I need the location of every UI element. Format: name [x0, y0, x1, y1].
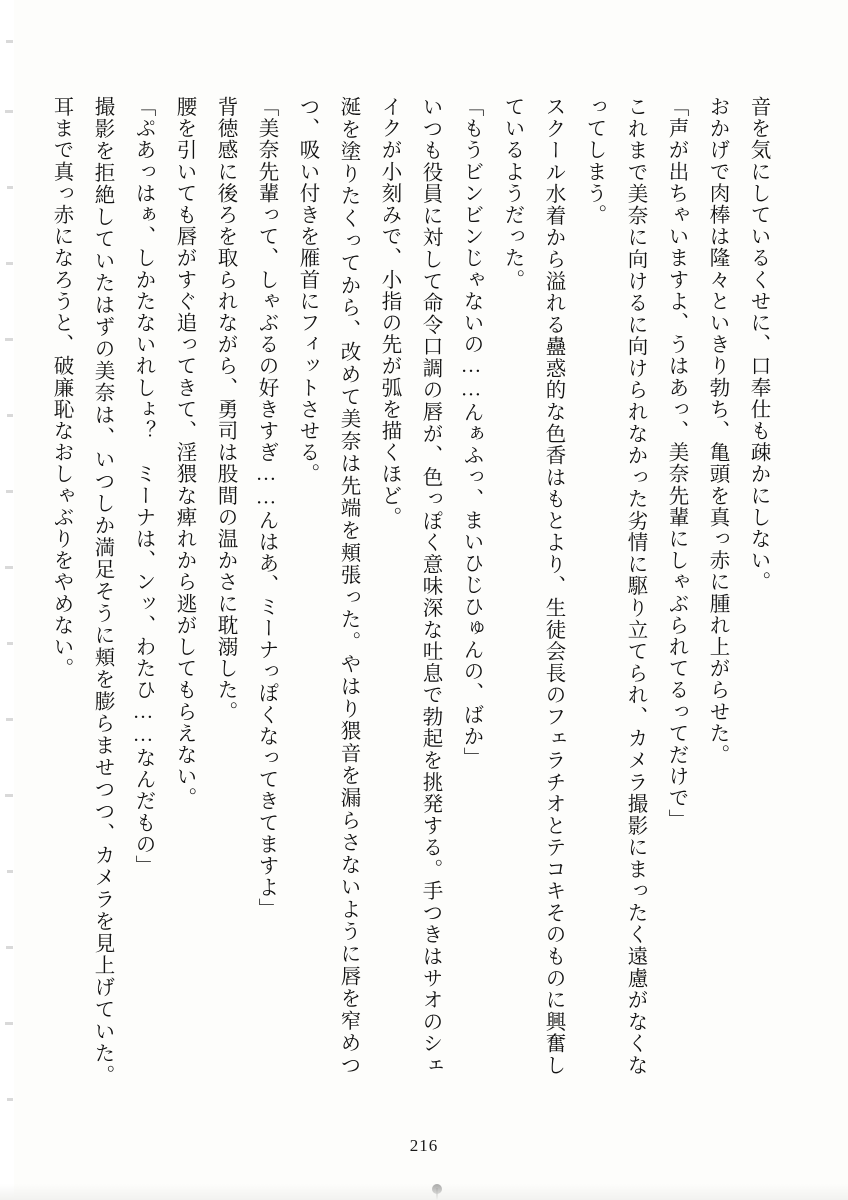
- scan-speck: [6, 946, 13, 949]
- paragraph: スクール水着から溢れる蠱惑的な色香はもとより、生徒会長のフェラチオとテコキそのものに興奮しているようだった。: [501, 96, 564, 1076]
- scan-speck: [5, 110, 13, 113]
- paragraph: これまで美奈に向けるに向けられなかった劣情に駆り立てられ、カメラ撮影にまったく遠慮がなくなってしまう。: [583, 96, 646, 1076]
- paragraph: 背徳感に後ろを取られながら、勇司は股間の温かさに耽溺した。: [214, 96, 236, 723]
- scan-speck: [6, 490, 13, 493]
- paragraph: おかげで肉棒は隆々といきり勃ち、亀頭を真っ赤に腫れ上がらせた。: [706, 96, 728, 766]
- scan-speck: [5, 794, 13, 797]
- scan-speck: [6, 262, 13, 265]
- scan-speck: [7, 870, 13, 873]
- scan-speck: [7, 186, 13, 189]
- scan-speck: [6, 40, 13, 43]
- paragraph: いつも役員に対して命令口調の唇が、色っぽく意味深な吐息で勃起を挑発する。手つきはサオのシェイクが小刻みで、小指の先が弧を描くほど。: [378, 96, 441, 1076]
- paragraph: 腰を引いても唇がすぐ追ってきて、淫猥な痺れから逃がしてもらえない。: [173, 96, 195, 809]
- paragraph: 「声が出ちゃいますよ、うはあっ、美奈先輩にしゃぶられてるってだけで」: [665, 96, 687, 831]
- scan-speck: [7, 642, 13, 645]
- paragraph: 音を気にしているくせに、口奉仕も疎かにしない。: [747, 96, 769, 593]
- scan-speck: [5, 338, 13, 341]
- scan-speck: [6, 718, 13, 721]
- paragraph: 撮影を拒絶していたはずの美奈は、いつしか満足そうに頬を膨らませつつ、カメラを見上げていた。 耳まで真っ赤になろうと、破廉恥なおしゃぶりをやめない。: [50, 96, 113, 1098]
- scan-speck: [5, 566, 13, 569]
- scan-bottom-shadow: [0, 1184, 848, 1200]
- paragraph: 涎を塗りたくってから、改めて美奈は先端を頬張った。やはり猥音を漏らさないように唇を窄めつつ、吸い付きを雁首にフィットさせる。: [296, 96, 359, 1076]
- page-number: 216: [409, 1136, 439, 1155]
- paragraph: 「美奈先輩って、しゃぶるの好きすぎ……んはあ、ミーナっぽくなってきてますよ」: [255, 96, 277, 920]
- scan-speck: [5, 1022, 13, 1025]
- paragraph: 「ぷあっはぁ、しかたないれしょ？ ミーナは、ンッ、わたひ……なんだもの」: [132, 96, 154, 877]
- paragraph: 「もうビンビンじゃないの……んぁふっ、まいひじひゅんの、ばか」: [460, 96, 482, 769]
- scan-speck: [7, 414, 13, 417]
- scan-speck: [7, 1098, 13, 1101]
- page-text-body: [50, 96, 778, 1098]
- scan-left-margin: [0, 0, 14, 1200]
